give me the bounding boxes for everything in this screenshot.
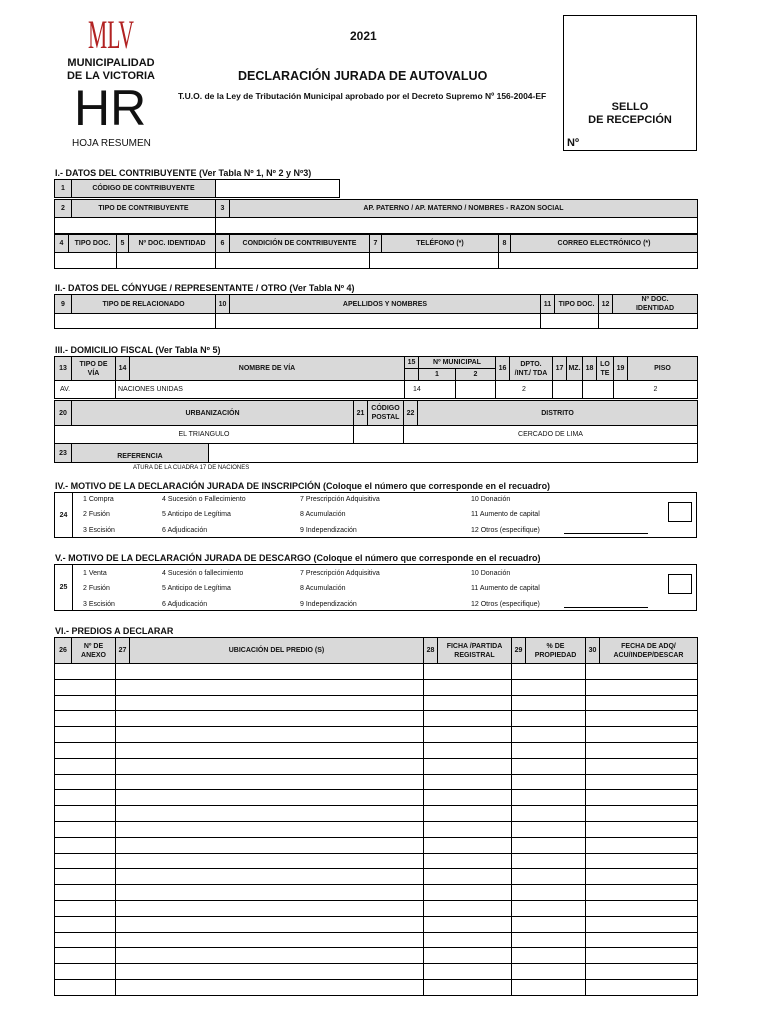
acquisition-date-cell[interactable] [586, 711, 698, 727]
acquisition-date-cell[interactable] [586, 790, 698, 806]
label-line: % DE [546, 642, 565, 650]
doc-number-label: Nº DOC. IDENTIDAD [129, 235, 216, 253]
registry-cell[interactable] [424, 806, 512, 822]
table-row [55, 869, 698, 885]
field-number: 5 [117, 235, 129, 253]
doc-type-label: TIPO DOC. [69, 235, 117, 253]
form-name: HOJA RESUMEN [72, 138, 151, 149]
logo-text: MLV [88, 12, 135, 57]
acquisition-date-cell[interactable] [586, 948, 698, 964]
email-field[interactable] [499, 253, 698, 269]
annex-number-cell[interactable] [55, 979, 116, 995]
table-row [55, 727, 698, 743]
property-location-cell[interactable] [116, 948, 424, 964]
table-row [55, 711, 698, 727]
urbanization-value[interactable]: EL TRIANGULO [55, 426, 354, 444]
phone-field[interactable] [370, 253, 499, 269]
property-location-cell[interactable] [116, 664, 424, 680]
annex-number-cell[interactable] [55, 837, 116, 853]
ownership-percent-cell[interactable] [512, 742, 586, 758]
discharge-reason-option: 8 Acumulación [300, 585, 346, 592]
property-location-cell[interactable] [116, 790, 424, 806]
field-number: 17 [553, 357, 567, 381]
field-number: 29 [512, 638, 526, 664]
discharge-reason-checkbox[interactable] [668, 574, 692, 594]
discharge-reason-option: 11 Aumento de capital [471, 585, 540, 592]
registry-cell[interactable] [424, 742, 512, 758]
field-number: 2 [55, 200, 72, 218]
municipality-line-1: MUNICIPALIDAD [67, 57, 155, 69]
section-2-title: II.- DATOS DEL CÓNYUGE / REPRESENTANTE / OTRO (Ver Tabla Nº 4) [55, 283, 355, 293]
field-number: 6 [216, 235, 230, 253]
inscription-reason-option: 10 Donación [471, 496, 511, 503]
property-location-cell[interactable] [116, 853, 424, 869]
table-row [55, 664, 698, 680]
annex-number-cell[interactable] [55, 900, 116, 916]
section-4-title: IV.- MOTIVO DE LA DECLARACIÓN JURADA DE INSCRIPCIÓN (Coloque el número que corresponde en el recuadro) [55, 481, 551, 491]
field-number: 15 [405, 357, 419, 369]
annex-number-cell[interactable] [55, 932, 116, 948]
ownership-percent-cell[interactable] [512, 932, 586, 948]
inscription-reason-option: 11 Aumento de capital [471, 511, 540, 518]
block-label: MZ. [567, 357, 583, 381]
municipal-number-label: Nº MUNICIPAL [419, 357, 496, 369]
registry-cell[interactable] [424, 916, 512, 932]
property-location-cell[interactable] [116, 932, 424, 948]
acquisition-date-cell[interactable] [586, 885, 698, 901]
street-name-value[interactable]: NACIONES UNIDAS [116, 381, 405, 399]
municipality-logo [88, 10, 134, 56]
table-row [55, 742, 698, 758]
table-row [55, 932, 698, 948]
field-number: 25 [55, 565, 73, 610]
discharge-reason-option: 2 Fusión [83, 585, 110, 592]
label-line: REGISTRAL [454, 651, 495, 659]
registry-cell[interactable] [424, 837, 512, 853]
contributor-type-table [54, 199, 698, 234]
registry-cell[interactable] [424, 664, 512, 680]
field-number: 9 [55, 295, 72, 314]
inscription-reason-option: 1 Compra [83, 496, 114, 503]
inscription-reason-option: 6 Adjudicación [162, 527, 208, 534]
acquisition-date-cell[interactable] [586, 806, 698, 822]
registry-cell[interactable] [424, 964, 512, 980]
field-number: 24 [55, 493, 73, 537]
municipality-line-2: DE LA VICTORIA [66, 70, 155, 82]
contributor-code-label: CÓDIGO DE CONTRIBUYENTE [72, 180, 216, 198]
ownership-percent-cell[interactable] [512, 758, 586, 774]
field-number: 28 [424, 638, 438, 664]
ownership-percent-cell[interactable] [512, 695, 586, 711]
label-line: FICHA /PARTIDA [446, 642, 503, 650]
property-location-cell[interactable] [116, 900, 424, 916]
representative-table [54, 294, 698, 329]
discharge-reason-option: 7 Prescripción Adquisitiva [300, 570, 380, 577]
annex-number-cell[interactable] [55, 774, 116, 790]
acquisition-date-cell[interactable] [586, 932, 698, 948]
discharge-reason-option: 6 Adjudicación [162, 601, 208, 608]
stamp-label-2: DE RECEPCIÓN [588, 114, 672, 126]
property-location-cell[interactable] [116, 742, 424, 758]
label-line: Nº DE [83, 642, 104, 650]
acquisition-date-label [600, 638, 698, 664]
acquisition-date-cell[interactable] [586, 979, 698, 995]
form-year: 2021 [350, 29, 377, 43]
ownership-percent-cell[interactable] [512, 869, 586, 885]
properties-table [54, 637, 698, 996]
label-line: LO [600, 360, 610, 368]
inscription-reason-option: 12 Otros (especifique) [471, 527, 540, 534]
apartment-label [510, 357, 553, 381]
form-code: HR [74, 80, 147, 136]
label-line: DPTO. [520, 360, 542, 368]
doc-type-field[interactable] [55, 253, 117, 269]
annex-number-cell[interactable] [55, 821, 116, 837]
registry-cell[interactable] [424, 727, 512, 743]
street-name-label: NOMBRE DE VÍA [130, 357, 405, 381]
contributor-name-field[interactable] [216, 218, 698, 234]
field-number: 30 [586, 638, 600, 664]
table-row [55, 695, 698, 711]
table-row [55, 774, 698, 790]
municipal-number-2-field[interactable] [456, 381, 496, 399]
property-location-cell[interactable] [116, 727, 424, 743]
contributor-condition-field[interactable] [216, 253, 370, 269]
discharge-reason-option: 12 Otros (especifique) [471, 601, 540, 608]
registry-cell[interactable] [424, 979, 512, 995]
label-line: /INT./ TDA [514, 369, 548, 377]
urbanization-table [54, 400, 698, 444]
field-number: 23 [55, 444, 72, 463]
annex-number-cell[interactable] [55, 790, 116, 806]
acquisition-date-cell[interactable] [586, 821, 698, 837]
label-line: POSTAL [371, 414, 400, 421]
ownership-percent-cell[interactable] [512, 806, 586, 822]
field-number: 16 [496, 357, 510, 381]
stamp-label-1: SELLO [611, 101, 649, 113]
property-location-cell[interactable] [116, 806, 424, 822]
acquisition-date-cell[interactable] [586, 758, 698, 774]
related-doc-type-field[interactable] [541, 314, 599, 329]
table-row [55, 679, 698, 695]
acquisition-date-cell[interactable] [586, 837, 698, 853]
acquisition-date-cell[interactable] [586, 964, 698, 980]
municipal-number-value[interactable]: 14 [405, 381, 456, 399]
acquisition-date-cell[interactable] [586, 900, 698, 916]
street-type-value[interactable]: AV. [55, 381, 116, 399]
discharge-reason-option: 10 Donación [471, 570, 511, 577]
reception-number-label: Nº [567, 137, 579, 149]
contributor-name-label: AP. PATERNO / AP. MATERNO / NOMBRES - RAZON SOCIAL [230, 200, 698, 218]
label-line: CÓDIGO [371, 405, 400, 412]
page-title: DECLARACIÓN JURADA DE AUTOVALUO [238, 69, 488, 83]
section-5-title: V.- MOTIVO DE LA DECLARACIÓN JURADA DE DESCARGO (Coloque el número que corresponde en el recuadro) [55, 553, 541, 563]
table-row [55, 837, 698, 853]
registry-cell[interactable] [424, 679, 512, 695]
inscription-other-line[interactable] [564, 533, 648, 534]
related-type-field[interactable] [55, 314, 216, 329]
related-doc-type-label: TIPO DOC. [555, 295, 599, 314]
ownership-percent-cell[interactable] [512, 774, 586, 790]
ownership-percent-cell[interactable] [512, 790, 586, 806]
registry-cell[interactable] [424, 885, 512, 901]
annex-number-cell[interactable] [55, 695, 116, 711]
related-doc-number-field[interactable] [599, 314, 698, 329]
reference-field[interactable] [209, 444, 698, 463]
property-location-cell[interactable] [116, 869, 424, 885]
ownership-percent-cell[interactable] [512, 900, 586, 916]
contributor-code-field[interactable] [216, 180, 340, 198]
registry-cell[interactable] [424, 711, 512, 727]
lot-field[interactable] [583, 381, 614, 399]
registry-cell[interactable] [424, 821, 512, 837]
floor-label: PISO [628, 357, 698, 381]
table-row [55, 806, 698, 822]
ownership-percent-cell[interactable] [512, 711, 586, 727]
annex-number-cell[interactable] [55, 679, 116, 695]
inscription-reason-checkbox[interactable] [668, 502, 692, 522]
ownership-percent-cell[interactable] [512, 948, 586, 964]
municipal-number-sub-2: 2 [456, 369, 496, 381]
ownership-percent-cell[interactable] [512, 885, 586, 901]
phone-label: TELÉFONO (*) [382, 235, 499, 253]
annex-number-cell[interactable] [55, 664, 116, 680]
discharge-other-line[interactable] [564, 607, 648, 608]
annex-number-cell[interactable] [55, 853, 116, 869]
table-row [55, 979, 698, 995]
ownership-percent-cell[interactable] [512, 664, 586, 680]
registry-cell[interactable] [424, 774, 512, 790]
fiscal-address-table [54, 356, 698, 399]
annex-number-cell[interactable] [55, 758, 116, 774]
ownership-percent-cell[interactable] [512, 853, 586, 869]
registry-cell[interactable] [424, 869, 512, 885]
district-label: DISTRITO [418, 401, 698, 426]
annex-number-cell[interactable] [55, 727, 116, 743]
discharge-reason-option: 1 Venta [83, 570, 107, 577]
municipal-number-sub-1-spacer [405, 369, 419, 381]
annex-number-cell[interactable] [55, 869, 116, 885]
acquisition-date-cell[interactable] [586, 774, 698, 790]
street-type-label [72, 357, 116, 381]
stamp-label [564, 101, 696, 127]
property-location-cell[interactable] [116, 964, 424, 980]
property-location-cell[interactable] [116, 758, 424, 774]
field-number: 19 [614, 357, 628, 381]
property-location-cell[interactable] [116, 695, 424, 711]
discharge-reason-option: 9 Independización [300, 601, 357, 608]
postal-code-label [368, 401, 404, 426]
table-row [55, 948, 698, 964]
related-type-label: TIPO DE RELACIONADO [72, 295, 216, 314]
property-location-cell[interactable] [116, 774, 424, 790]
inscription-reason-option: 5 Anticipo de Legítima [162, 511, 231, 518]
field-number: 3 [216, 200, 230, 218]
ownership-percent-cell[interactable] [512, 727, 586, 743]
acquisition-date-cell[interactable] [586, 742, 698, 758]
ownership-percent-cell[interactable] [512, 964, 586, 980]
label-line: VÍA [87, 369, 100, 377]
table-row [55, 900, 698, 916]
field-number: 12 [599, 295, 613, 314]
field-number: 20 [55, 401, 72, 426]
property-location-cell[interactable] [116, 916, 424, 932]
property-location-cell[interactable] [116, 711, 424, 727]
district-value[interactable]: CERCADO DE LIMA [404, 426, 698, 444]
discharge-reason-option: 4 Sucesión o fallecimiento [162, 570, 244, 577]
field-number: 14 [116, 357, 130, 381]
table-row [55, 758, 698, 774]
legal-basis: T.U.O. de la Ley de Tributación Municipal aprobado por el Decreto Supremo Nº 156-2004-EF [178, 91, 547, 101]
contributor-doc-table [54, 234, 698, 269]
field-number: 1 [55, 180, 72, 198]
reference-table [54, 443, 698, 463]
ownership-percent-cell[interactable] [512, 679, 586, 695]
ownership-percent-cell[interactable] [512, 837, 586, 853]
ownership-percent-cell[interactable] [512, 916, 586, 932]
label-line: Nº DOC. [641, 296, 669, 303]
contributor-condition-label: CONDICIÓN DE CONTRIBUYENTE [230, 235, 370, 253]
annex-number-cell[interactable] [55, 711, 116, 727]
section-1-title: I.- DATOS DEL CONTRIBUYENTE (Ver Tabla Nº 1, Nº 2 y Nº3) [55, 168, 312, 178]
label-line: IDENTIDAD [635, 305, 675, 312]
registry-cell[interactable] [424, 932, 512, 948]
acquisition-date-cell[interactable] [586, 679, 698, 695]
reference-label: REFERENCIA [72, 444, 209, 463]
property-location-cell[interactable] [116, 821, 424, 837]
registry-cell[interactable] [424, 790, 512, 806]
reference-value: ATURA DE LA CUADRA 17 DE NACIONES [133, 465, 250, 471]
label-line: ANEXO [81, 651, 106, 659]
related-names-field[interactable] [216, 314, 541, 329]
floor-value[interactable]: 2 [614, 381, 698, 399]
acquisition-date-cell[interactable] [586, 853, 698, 869]
annex-number-cell[interactable] [55, 948, 116, 964]
registry-cell[interactable] [424, 948, 512, 964]
field-number: 22 [404, 401, 418, 426]
field-number: 4 [55, 235, 69, 253]
section-6-title: VI.- PREDIOS A DECLARAR [55, 626, 174, 636]
field-number: 11 [541, 295, 555, 314]
label-line: PROPIEDAD [534, 651, 577, 659]
annex-number-cell[interactable] [55, 806, 116, 822]
acquisition-date-cell[interactable] [586, 664, 698, 680]
annex-number-cell[interactable] [55, 964, 116, 980]
table-row [55, 790, 698, 806]
label-line: TE [600, 369, 610, 377]
property-location-label: UBICACIÓN DEL PREDIO (S) [130, 638, 424, 664]
field-number: 26 [55, 638, 72, 664]
table-row [55, 916, 698, 932]
inscription-reason-option: 3 Escisión [83, 527, 115, 534]
contributor-type-label: TIPO DE CONTRIBUYENTE [72, 200, 216, 218]
property-location-cell[interactable] [116, 885, 424, 901]
acquisition-date-cell[interactable] [586, 727, 698, 743]
registry-cell[interactable] [424, 853, 512, 869]
annex-number-cell[interactable] [55, 916, 116, 932]
contributor-code-table [54, 179, 340, 198]
field-number: 8 [499, 235, 511, 253]
label-line: ACU/INDEP/DESCAR [613, 651, 684, 659]
section-3-title: III.- DOMICILIO FISCAL (Ver Tabla Nº 5) [55, 345, 221, 355]
table-row [55, 964, 698, 980]
annex-number-cell[interactable] [55, 742, 116, 758]
discharge-reason-option: 5 Anticipo de Legítima [162, 585, 231, 592]
table-row [55, 821, 698, 837]
doc-number-field[interactable] [117, 253, 216, 269]
apartment-value[interactable]: 2 [496, 381, 553, 399]
annex-number-label [72, 638, 116, 664]
acquisition-date-cell[interactable] [586, 916, 698, 932]
lot-label [597, 357, 614, 381]
ownership-percent-cell[interactable] [512, 979, 586, 995]
registry-cell[interactable] [424, 758, 512, 774]
inscription-reason-option: 9 Independización [300, 527, 357, 534]
ownership-percent-cell[interactable] [512, 821, 586, 837]
label-line: FECHA DE ADQ/ [621, 642, 676, 650]
ownership-percent-label [526, 638, 586, 664]
property-location-cell[interactable] [116, 837, 424, 853]
field-number: 21 [354, 401, 368, 426]
field-number: 18 [583, 357, 597, 381]
field-number: 13 [55, 357, 72, 381]
table-row [55, 885, 698, 901]
related-names-label: APELLIDOS Y NOMBRES [230, 295, 541, 314]
table-row [55, 853, 698, 869]
municipal-number-sub-1: 1 [419, 369, 456, 381]
registry-cell[interactable] [424, 695, 512, 711]
reception-stamp-box[interactable] [563, 15, 697, 151]
inscription-reason-option: 8 Acumulación [300, 511, 346, 518]
postal-code-field[interactable] [354, 426, 404, 444]
related-doc-number-label [613, 295, 698, 314]
contributor-type-field[interactable] [55, 218, 216, 234]
annex-number-cell[interactable] [55, 885, 116, 901]
email-label: CORREO ELECTRÓNICO (*) [511, 235, 698, 253]
label-line: TIPO DE [79, 360, 108, 368]
discharge-reason-option: 3 Escisión [83, 601, 115, 608]
acquisition-date-cell[interactable] [586, 695, 698, 711]
inscription-reason-option: 2 Fusión [83, 511, 110, 518]
registry-cell[interactable] [424, 900, 512, 916]
property-location-cell[interactable] [116, 979, 424, 995]
block-field[interactable] [553, 381, 583, 399]
acquisition-date-cell[interactable] [586, 869, 698, 885]
field-number: 27 [116, 638, 130, 664]
property-location-cell[interactable] [116, 679, 424, 695]
urbanization-label: URBANIZACIÓN [72, 401, 354, 426]
inscription-reason-option: 4 Sucesión o Fallecimiento [162, 496, 246, 503]
field-number: 10 [216, 295, 230, 314]
registry-label [438, 638, 512, 664]
field-number: 7 [370, 235, 382, 253]
inscription-reason-option: 7 Prescripción Adquisitiva [300, 496, 380, 503]
